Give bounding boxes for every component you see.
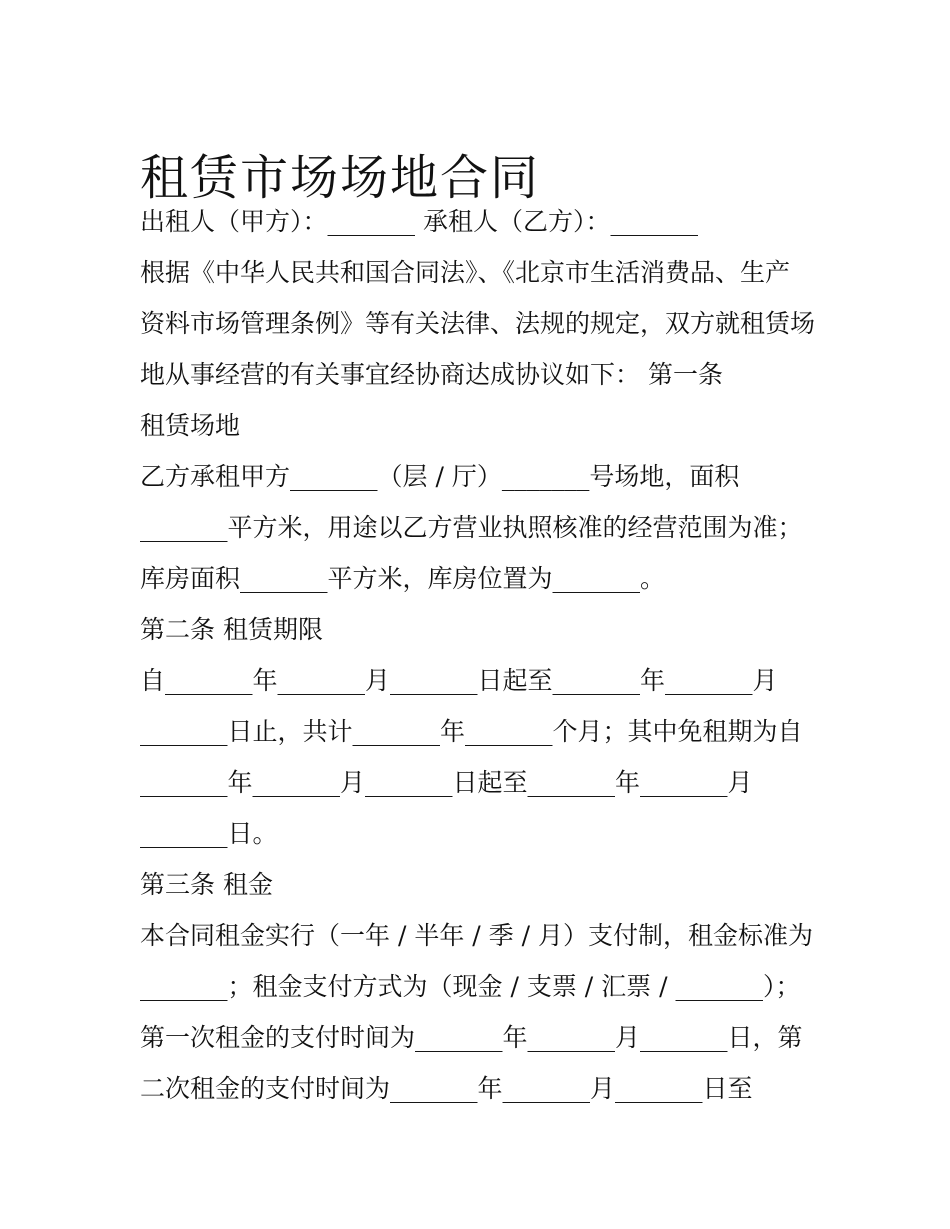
article-2-line-2: _______日止，共计_______年_______个月；其中免租期为自 — [140, 717, 803, 746]
preamble-line-1: 根据《中华人民共和国合同法》、《北京市生活消费品、生产 — [140, 258, 791, 287]
party-line: 出租人（甲方）：_______ 承租人（乙方）：_______ — [140, 207, 698, 236]
article-1-heading: 租赁场地 — [140, 411, 241, 440]
preamble-line-2: 资料市场管理条例》等有关法律、法规的规定，双方就租赁场 — [140, 309, 816, 338]
article-3-heading: 第三条 租金 — [140, 870, 273, 899]
article-2-heading: 第二条 租赁期限 — [140, 615, 323, 644]
article-3-line-3: 第一次租金的支付时间为_______年_______月_______日，第 — [140, 1023, 803, 1052]
article-1-line-3: 库房面积_______平方米，库房位置为_______。 — [140, 564, 666, 593]
document-title: 租赁市场场地合同 — [140, 150, 541, 207]
article-1-line-1: 乙方承租甲方_______（层 / 厅）_______号场地，面积 — [140, 462, 740, 491]
article-2-line-4: _______日。 — [140, 819, 278, 848]
article-3-line-4: 二次租金的支付时间为_______年_______月_______日至 — [140, 1074, 753, 1103]
article-2-line-1: 自_______年_______月_______日起至_______年_______月 — [140, 666, 778, 695]
article-3-line-1: 本合同租金实行（一年 / 半年 / 季 / 月）支付制，租金标准为 — [140, 921, 813, 950]
article-2-line-3: _______年_______月_______日起至_______年_______月 — [140, 768, 753, 797]
article-3-line-2: _______；租金支付方式为（现金 / 支票 / 汇票 / _______）； — [140, 972, 801, 1001]
preamble-line-3: 地从事经营的有关事宜经协商达成协议如下： 第一条 — [140, 360, 723, 389]
article-1-line-2: _______平方米，用途以乙方营业执照核准的经营范围为准； — [140, 513, 803, 542]
